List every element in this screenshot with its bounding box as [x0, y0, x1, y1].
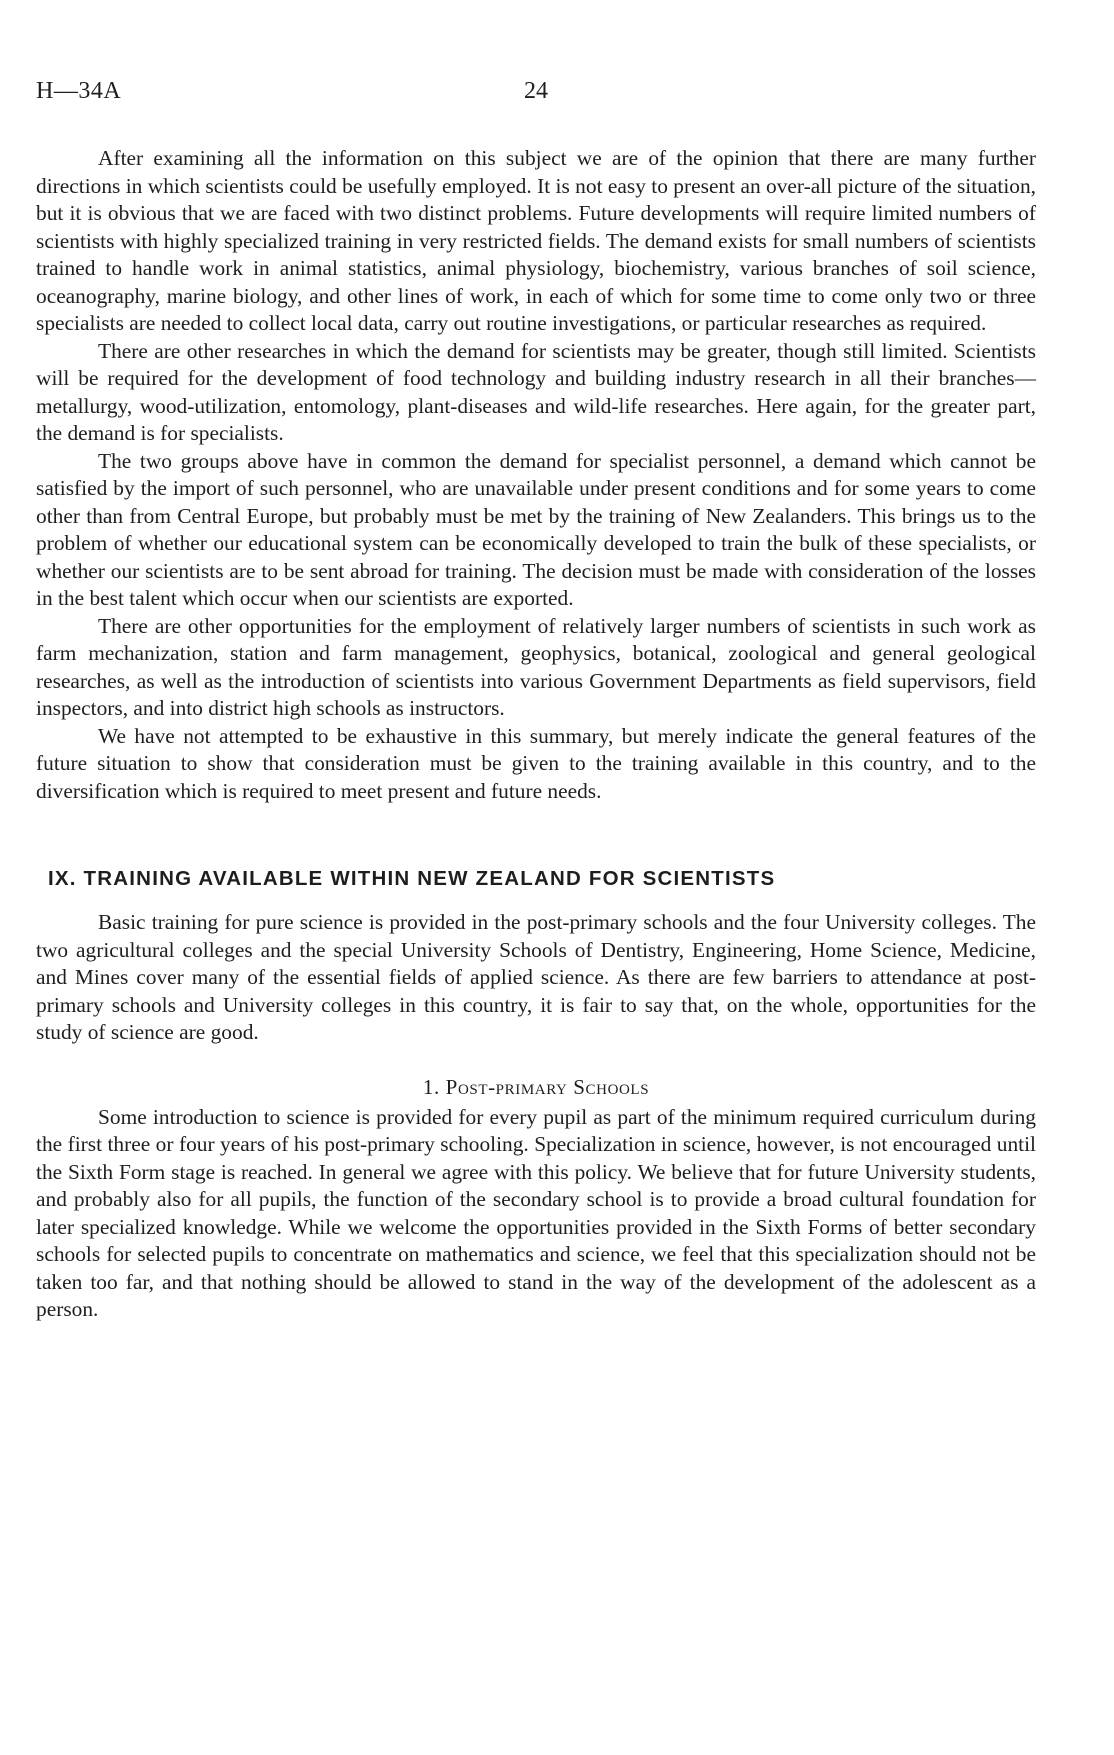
subsection-heading	[36, 1075, 1036, 1100]
page-body	[36, 145, 1036, 1324]
paragraph: We have not attempted to be exhaustive in this summary, but merely indicate the general features of the future situation to show that consideration must be given to the training available in this country, and to the diversification which is required to meet present and future needs.	[36, 723, 1036, 803]
paragraph: There are other researches in which the demand for scientists may be greater, though still limited. Scientists will be required for the development of food technology and building industry research in all their branches—metallurgy, wood-utilization, entomology, plant-diseases and wild-life researches. Here again, for the greater part, the demand is for specialists.	[36, 338, 1036, 445]
paragraph: After examining all the information on this subject we are of the opinion that there are many further directions in which scientists could be usefully employed. It is not easy to present an over-all picture of the situation, but it is obvious that we are faced with two distinct problems. Future developments will require limited numbers of scientists with highly specialized training in very restricted fields. The demand exists for small numbers of scientists trained to handle work in animal statistics, animal physiology, biochemistry, various branches of soil science, oceanography, marine biology, and other lines of work, in each of which for some time to come only two or three specialists are needed to collect local data, carry out routine investigations, or particular researches as required.	[36, 146, 1036, 335]
section-heading: IX. TRAINING AVAILABLE WITHIN NEW ZEALAND FOR SCIENTISTS	[48, 867, 776, 890]
paragraph: The two groups above have in common the demand for specialist personnel, a demand which cannot be satisfied by the import of such personnel, who are unavailable under present conditions and for some years to come other than from Central Europe, but probably must be met by the training of New Zealanders. This brings us to the problem of whether our educational system can be economically developed to train the bulk of these specialists, or whether our scientists are to be sent abroad for training. The decision must be made with consideration of the losses in the best talent which occur when our scientists are exported.	[36, 448, 1036, 610]
page-header	[36, 78, 1036, 108]
section-intro-paragraph: Basic training for pure science is provided in the post-primary schools and the four University colleges. The two agricultural colleges and the special University Schools of Dentistry, Engineering, Home Science, Medicine, and Mines cover many of the essential fields of applied science. As there are few barriers to attendance at post-primary schools and University colleges in this country, it is fair to say that, on the whole, opportunities for the study of science are good.	[36, 910, 1036, 1044]
paragraph: There are other opportunities for the employment of relatively larger numbers of scientists in such work as farm mechanization, station and farm management, geophysics, botanical, zoological and general geological researches, as well as the introduction of scientists into various Government Departments as field supervisors, field inspectors, and into district high schools as instructors.	[36, 613, 1036, 720]
page-number: 24	[524, 78, 548, 104]
subsection-paragraph: Some introduction to science is provided for every pupil as part of the minimum required curriculum during the first three or four years of his post-primary schooling. Specialization in science, however, is not encouraged until the Sixth Form stage is reached. In general we agree with this policy. We believe that for future University students, and probably also for all pupils, the function of the secondary school is to provide a broad cultural foundation for later specialized knowledge. While we welcome the opportunities provided in the Sixth Forms of better secondary schools for selected pupils to concentrate on mathematics and science, we feel that this specialization should not be taken too far, and that nothing should be allowed to stand in the way of the development of the adolescent as a person.	[36, 1104, 1036, 1321]
document-code: H—34A	[36, 78, 122, 104]
subsection-number: 1.	[422, 1074, 440, 1099]
subsection-title: Post-primary Schools	[445, 1074, 650, 1099]
